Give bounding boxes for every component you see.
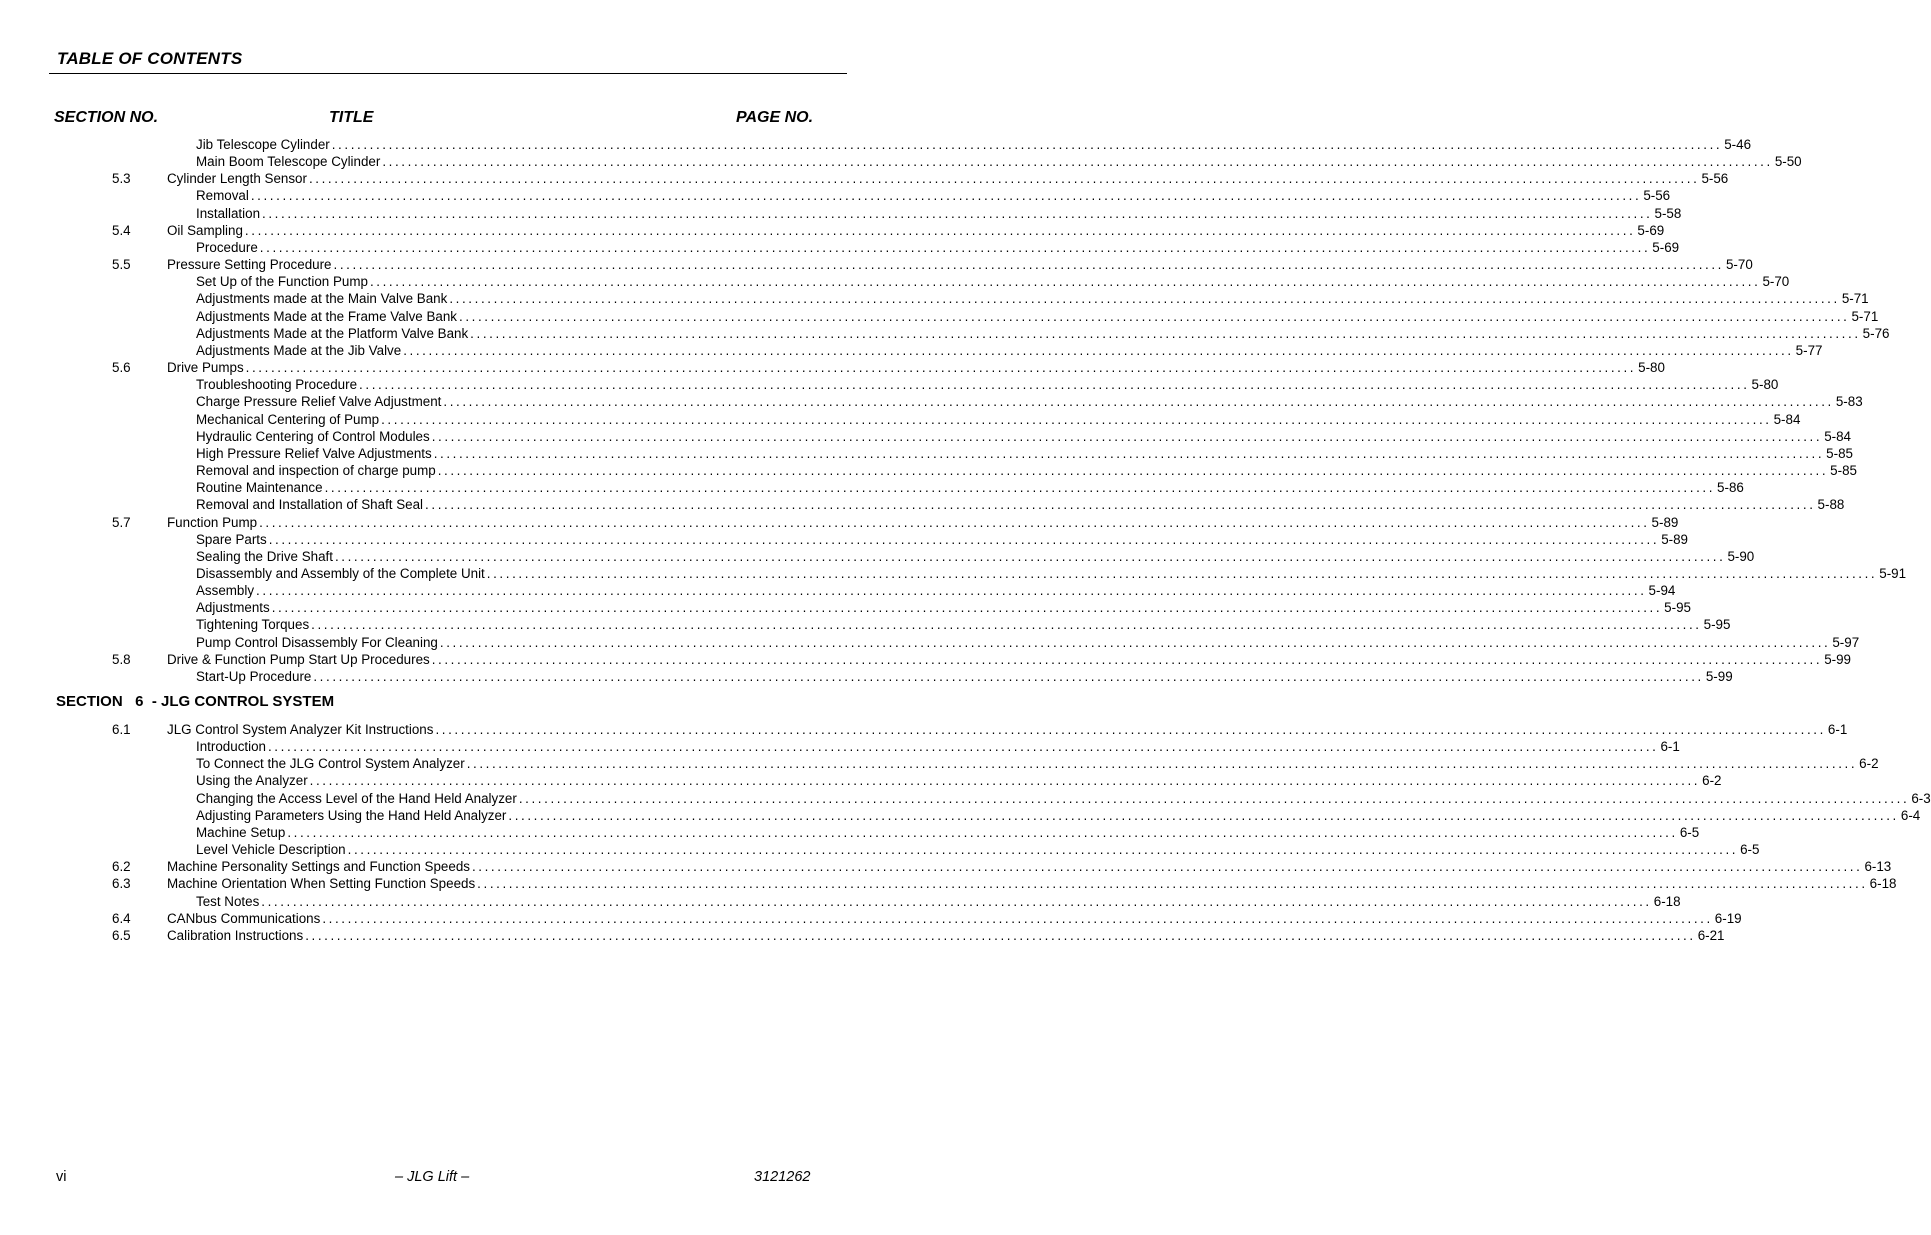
dot-leader: ............................................................................................................................................................................................................................	[250, 188, 1642, 204]
toc-row[interactable]	[0, 824, 1700, 841]
dot-leader: ............................................................................................................................................................................................................................	[347, 842, 1739, 858]
toc-entry-title: High Pressure Relief Valve Adjustments	[196, 445, 432, 461]
toc-entry-title: JLG Control System Analyzer Kit Instructions	[167, 722, 434, 737]
toc-row[interactable]	[0, 910, 1742, 927]
toc-entry-title: Machine Personality Settings and Function Speeds	[167, 859, 470, 875]
toc-entry-page: 5-91	[1879, 566, 1907, 581]
toc-row[interactable]	[0, 479, 1744, 496]
toc-section-number: 6.5	[112, 927, 131, 943]
toc-row[interactable]	[0, 668, 1733, 685]
toc-row[interactable]	[0, 772, 1722, 789]
toc-row[interactable]	[0, 634, 1860, 651]
footer-page-number: vi	[56, 1169, 67, 1185]
dot-leader: ............................................................................................................................................................................................................................	[259, 514, 1650, 530]
toc-entry	[167, 651, 1852, 668]
toc-entry	[196, 290, 1869, 307]
toc-entry-page: 6-13	[1864, 859, 1892, 875]
toc-entry-page: 5-56	[1701, 171, 1729, 187]
toc-entry-page: 5-90	[1727, 548, 1755, 564]
dot-leader: ............................................................................................................................................................................................................................	[508, 807, 1899, 823]
toc-entry	[196, 342, 1823, 359]
toc-row[interactable]	[0, 239, 1680, 256]
toc-entry-title: Procedure	[196, 239, 258, 255]
toc-entry-page: 6-18	[1869, 876, 1897, 892]
toc-entry-title: Disassembly and Assembly of the Complete Unit	[196, 566, 485, 581]
dot-leader: ............................................................................................................................................................................................................................	[245, 360, 1637, 376]
toc-entry	[196, 153, 1802, 170]
toc-entry-title: Routine Maintenance	[196, 480, 323, 496]
dot-leader: ............................................................................................................................................................................................................................	[381, 411, 1772, 427]
toc-entry	[196, 496, 1845, 513]
toc-entry	[196, 755, 1879, 772]
toc-entry	[196, 548, 1755, 565]
toc-entry-title: Set Up of the Function Pump	[196, 274, 368, 290]
toc-entry-title: Sealing the Drive Shaft	[196, 548, 333, 564]
column-header-title: TITLE	[329, 109, 374, 126]
toc-row[interactable]	[0, 187, 1671, 204]
toc-entry-title: Start-Up Procedure	[196, 668, 312, 684]
toc-entry-title: Mechanical Centering of Pump	[196, 411, 380, 427]
toc-entry-title: Adjustments made at the Main Valve Bank	[196, 291, 448, 307]
toc-entry	[196, 565, 1907, 582]
toc-entry	[196, 136, 1752, 153]
toc-entry	[196, 738, 1680, 755]
toc-entry-page: 5-89	[1651, 514, 1679, 530]
toc-entry-page: 5-99	[1705, 668, 1733, 684]
toc-section-number: 5.8	[112, 651, 131, 667]
toc-entry-page: 5-99	[1824, 651, 1852, 667]
toc-entry-title: Calibration Instructions	[167, 927, 304, 943]
toc-entry-page: 6-21	[1697, 927, 1725, 943]
toc-entry-page: 6-19	[1714, 910, 1742, 926]
toc-entry	[196, 273, 1790, 290]
toc-row[interactable]	[0, 256, 1753, 273]
toc-entry-title: Machine Orientation When Setting Function Speeds	[167, 876, 476, 892]
toc-entry-title: Adjustments	[196, 600, 270, 616]
toc-row[interactable]	[0, 858, 1892, 875]
toc-entry-page: 5-71	[1851, 308, 1879, 324]
toc-section-number: 5.4	[112, 222, 131, 238]
toc-entry	[167, 927, 1725, 944]
toc-entry-title: Oil Sampling	[167, 222, 243, 238]
toc-entry	[196, 205, 1682, 222]
toc-row[interactable]	[0, 342, 1823, 359]
toc-entry-title: Test Notes	[196, 893, 260, 909]
dot-leader: ............................................................................................................................................................................................................................	[322, 910, 1713, 926]
toc-row[interactable]	[0, 582, 1676, 599]
toc-entry-page: 5-83	[1835, 394, 1863, 410]
toc-entry-title: Troubleshooting Procedure	[196, 377, 358, 393]
dot-leader: ............................................................................................................................................................................................................................	[518, 790, 1910, 806]
toc-row[interactable]	[0, 893, 1681, 910]
toc-entry-page: 5-70	[1762, 274, 1790, 290]
toc-entry	[196, 841, 1760, 858]
toc-entry	[196, 807, 1921, 824]
dot-leader: ............................................................................................................................................................................................................................	[331, 137, 1723, 152]
toc-entry-title: Machine Setup	[196, 824, 286, 840]
dot-leader: ............................................................................................................................................................................................................................	[431, 428, 1823, 444]
toc-entry-page: 6-5	[1740, 842, 1760, 858]
dot-leader: ............................................................................................................................................................................................................................	[486, 566, 1878, 581]
toc-entry-page: 5-46	[1724, 137, 1752, 152]
toc-section-number: 5.5	[112, 257, 131, 273]
toc-entry-title: Cylinder Length Sensor	[167, 171, 307, 187]
toc-row[interactable]	[0, 273, 1790, 290]
dot-leader: ............................................................................................................................................................................................................................	[439, 634, 1831, 650]
toc-entry	[167, 910, 1742, 927]
toc-entry-page: 5-71	[1841, 291, 1869, 307]
toc-entry-title: Level Vehicle Description	[196, 842, 346, 858]
toc-entry-title: Adjustments Made at the Jib Valve	[196, 342, 402, 358]
toc-entry-title: To Connect the JLG Control System Analyzer	[196, 756, 465, 772]
toc-section-number: 6.4	[112, 910, 131, 926]
toc-entry-title: Using the Analyzer	[196, 773, 308, 789]
toc-entry-page: 5-56	[1643, 188, 1671, 204]
toc-section-number: 6.2	[112, 859, 131, 875]
dot-leader: ............................................................................................................................................................................................................................	[470, 325, 1861, 341]
header-divider	[49, 73, 847, 74]
dot-leader: ............................................................................................................................................................................................................................	[449, 291, 1840, 307]
toc-row[interactable]	[0, 807, 1921, 824]
toc-row[interactable]	[0, 875, 1897, 892]
column-header-page: PAGE NO.	[736, 109, 814, 126]
toc-entry-title: CANbus Communications	[167, 910, 321, 926]
toc-row[interactable]	[0, 721, 1848, 738]
toc-entry-page: 5-97	[1832, 634, 1860, 650]
toc-row[interactable]	[0, 462, 1857, 479]
toc-entry	[196, 599, 1691, 616]
toc-entry-title: Removal	[196, 188, 249, 204]
toc-entry-title: Introduction	[196, 739, 266, 755]
toc-entry	[196, 531, 1689, 548]
toc-entry	[196, 790, 1931, 807]
page-header-title: TABLE OF CONTENTS	[57, 49, 243, 68]
toc-entry-page: 5-94	[1648, 583, 1676, 599]
dot-leader: ............................................................................................................................................................................................................................	[435, 722, 1826, 737]
dot-leader: ............................................................................................................................................................................................................................	[308, 171, 1700, 187]
toc-entry	[196, 582, 1676, 599]
toc-entry	[196, 462, 1857, 479]
toc-entry	[196, 308, 1879, 325]
toc-entry-page: 6-4	[1900, 807, 1921, 823]
dot-leader: ............................................................................................................................................................................................................................	[466, 756, 1858, 772]
toc-row[interactable]	[0, 428, 1851, 445]
dot-leader: ............................................................................................................................................................................................................................	[443, 394, 1834, 410]
toc-entry	[196, 893, 1681, 910]
toc-entry	[196, 393, 1863, 410]
toc-entry	[196, 187, 1671, 204]
toc-entry-title: Charge Pressure Relief Valve Adjustment	[196, 394, 442, 410]
dot-leader: ............................................................................................................................................................................................................................	[369, 274, 1761, 290]
toc-entry-page: 5-50	[1774, 154, 1802, 170]
footer-publisher: – JLG Lift –	[395, 1169, 470, 1185]
toc-entry-page: 5-69	[1637, 222, 1665, 238]
toc-entry-page: 6-1	[1827, 722, 1848, 737]
dot-leader: ............................................................................................................................................................................................................................	[267, 739, 1659, 755]
toc-entry-page: 6-2	[1702, 773, 1722, 789]
toc-entry	[196, 634, 1860, 651]
dot-leader: ............................................................................................................................................................................................................................	[261, 893, 1652, 909]
dot-leader: ............................................................................................................................................................................................................................	[324, 480, 1716, 496]
toc-entry	[196, 772, 1722, 789]
toc-row[interactable]	[0, 205, 1682, 222]
toc-row[interactable]	[0, 841, 1760, 858]
toc-entry	[196, 668, 1733, 685]
toc-row[interactable]	[0, 599, 1691, 616]
toc-entry-page: 5-77	[1795, 342, 1823, 358]
toc-entry	[167, 256, 1753, 273]
dot-leader: ............................................................................................................................................................................................................................	[359, 377, 1750, 393]
toc-entry-title: Function Pump	[167, 514, 258, 530]
toc-row[interactable]	[0, 308, 1879, 325]
toc-entry-title: Removal and Installation of Shaft Seal	[196, 497, 424, 513]
toc-entry	[167, 170, 1729, 187]
toc-entry-title: Hydraulic Centering of Control Modules	[196, 428, 430, 444]
toc-row[interactable]	[0, 136, 1752, 153]
toc-row[interactable]	[0, 790, 1931, 807]
dot-leader: ............................................................................................................................................................................................................................	[311, 617, 1702, 633]
toc-entry-page: 5-95	[1703, 617, 1731, 633]
toc-row[interactable]	[0, 496, 1845, 513]
toc-row[interactable]	[0, 514, 1679, 531]
toc-row[interactable]	[0, 531, 1689, 548]
toc-entry-title: Tightening Torques	[196, 617, 310, 633]
dot-leader: ............................................................................................................................................................................................................................	[244, 222, 1636, 238]
dot-leader: ............................................................................................................................................................................................................................	[437, 463, 1829, 479]
toc-entry	[196, 376, 1779, 393]
toc-row[interactable]	[0, 411, 1801, 428]
toc-entry	[167, 514, 1679, 531]
toc-entry	[196, 239, 1680, 256]
toc-entry-page: 5-69	[1652, 239, 1680, 255]
toc-entry	[167, 858, 1892, 875]
toc-row[interactable]	[0, 170, 1729, 187]
toc-row[interactable]	[0, 325, 1890, 342]
toc-entry-title: Spare Parts	[196, 531, 267, 547]
toc-row[interactable]	[0, 616, 1731, 633]
toc-entry-title: Main Boom Telescope Cylinder	[196, 154, 381, 170]
dot-leader: ............................................................................................................................................................................................................................	[313, 668, 1704, 684]
toc-row[interactable]	[0, 153, 1802, 170]
toc-entry-title: Installation	[196, 205, 261, 221]
toc-section-number: 5.6	[112, 360, 131, 376]
toc-entry	[167, 359, 1665, 376]
dot-leader: ............................................................................................................................................................................................................................	[431, 651, 1823, 667]
toc-entry	[196, 616, 1731, 633]
toc-row[interactable]	[0, 222, 1665, 239]
toc-row[interactable]	[0, 755, 1879, 772]
toc-entry-title: Adjusting Parameters Using the Hand Held Analyzer	[196, 807, 507, 823]
dot-leader: ............................................................................................................................................................................................................................	[256, 583, 1647, 599]
toc-entry-title: Pump Control Disassembly For Cleaning	[196, 634, 438, 650]
toc-entry-page: 5-76	[1862, 325, 1890, 341]
toc-row[interactable]	[0, 548, 1755, 565]
toc-row[interactable]	[0, 738, 1680, 755]
toc-entry-title: Adjustments Made at the Platform Valve Bank	[196, 325, 469, 341]
toc-entry-page: 5-85	[1826, 445, 1853, 461]
toc-entry	[196, 428, 1851, 445]
toc-section-number: 6.3	[112, 876, 131, 892]
toc-row[interactable]	[0, 565, 1907, 582]
toc-section-number: 5.7	[112, 514, 131, 530]
toc-entry-page: 5-58	[1654, 205, 1682, 221]
toc-row[interactable]	[0, 290, 1869, 307]
toc-entry-page: 5-88	[1817, 497, 1845, 513]
dot-leader: ............................................................................................................................................................................................................................	[403, 342, 1794, 358]
toc-entry-page: 6-5	[1679, 824, 1700, 840]
toc-entry	[167, 721, 1848, 738]
toc-row[interactable]	[0, 376, 1779, 393]
toc-entry-page: 6-18	[1653, 893, 1681, 909]
toc-row[interactable]	[0, 445, 1853, 462]
toc-entry	[196, 479, 1744, 496]
dot-leader: ............................................................................................................................................................................................................................	[287, 824, 1678, 840]
toc-entry-page: 5-84	[1773, 411, 1801, 427]
section-6-heading: SECTION 6 - JLG CONTROL SYSTEM	[56, 693, 335, 710]
footer-document-number: 3121262	[754, 1169, 811, 1185]
toc-entry-page: 5-95	[1664, 600, 1691, 616]
dot-leader: ............................................................................................................................................................................................................................	[259, 239, 1651, 255]
toc-entry-title: Removal and inspection of charge pump	[196, 463, 436, 479]
toc-entry-page: 5-85	[1830, 463, 1857, 479]
toc-entry-page: 5-70	[1725, 257, 1753, 273]
dot-leader: ............................................................................................................................................................................................................................	[334, 548, 1726, 564]
toc-entry-page: 5-89	[1661, 531, 1689, 547]
toc-entry-title: Pressure Setting Procedure	[167, 257, 332, 273]
toc-row[interactable]	[0, 393, 1863, 410]
dot-leader: ............................................................................................................................................................................................................................	[477, 876, 1868, 892]
toc-entry	[196, 824, 1700, 841]
toc-entry-title: Drive & Function Pump Start Up Procedures	[167, 651, 430, 667]
dot-leader: ............................................................................................................................................................................................................................	[459, 308, 1850, 324]
column-header-section: SECTION NO.	[54, 109, 159, 126]
dot-leader: ............................................................................................................................................................................................................................	[433, 445, 1825, 461]
toc-section-number: 5.3	[112, 171, 131, 187]
dot-leader: ............................................................................................................................................................................................................................	[333, 257, 1724, 273]
toc-entry-title: Drive Pumps	[167, 360, 244, 376]
dot-leader: ............................................................................................................................................................................................................................	[382, 154, 1773, 170]
dot-leader: ............................................................................................................................................................................................................................	[262, 205, 1653, 221]
toc-entry-page: 5-80	[1751, 377, 1779, 393]
dot-leader: ............................................................................................................................................................................................................................	[425, 497, 1816, 513]
toc-row[interactable]	[0, 651, 1852, 668]
dot-leader: ............................................................................................................................................................................................................................	[305, 927, 1696, 943]
dot-leader: ............................................................................................................................................................................................................................	[268, 531, 1660, 547]
toc-entry	[167, 222, 1665, 239]
toc-section-number: 6.1	[112, 722, 131, 737]
toc-entry-page: 5-80	[1638, 360, 1665, 376]
toc-entry	[196, 445, 1853, 462]
toc-row[interactable]	[0, 359, 1665, 376]
dot-leader: ............................................................................................................................................................................................................................	[271, 600, 1663, 616]
dot-leader: ............................................................................................................................................................................................................................	[309, 773, 1701, 789]
toc-entry-page: 6-2	[1859, 756, 1879, 772]
toc-entry	[196, 325, 1890, 342]
toc-entry-title: Assembly	[196, 583, 255, 599]
dot-leader: ............................................................................................................................................................................................................................	[471, 859, 1863, 875]
toc-row[interactable]	[0, 927, 1725, 944]
toc-entry-title: Changing the Access Level of the Hand Held Analyzer	[196, 790, 517, 806]
toc-entry-page: 5-86	[1717, 480, 1744, 496]
toc-entry-title: Adjustments Made at the Frame Valve Bank	[196, 308, 457, 324]
toc-entry	[196, 411, 1801, 428]
toc-entry-page: 5-84	[1824, 428, 1851, 444]
toc-entry-title: Jib Telescope Cylinder	[196, 137, 330, 152]
toc-entry-page: 6-3	[1911, 790, 1931, 806]
toc-entry-page: 6-1	[1660, 739, 1680, 755]
toc-entry	[167, 875, 1897, 892]
